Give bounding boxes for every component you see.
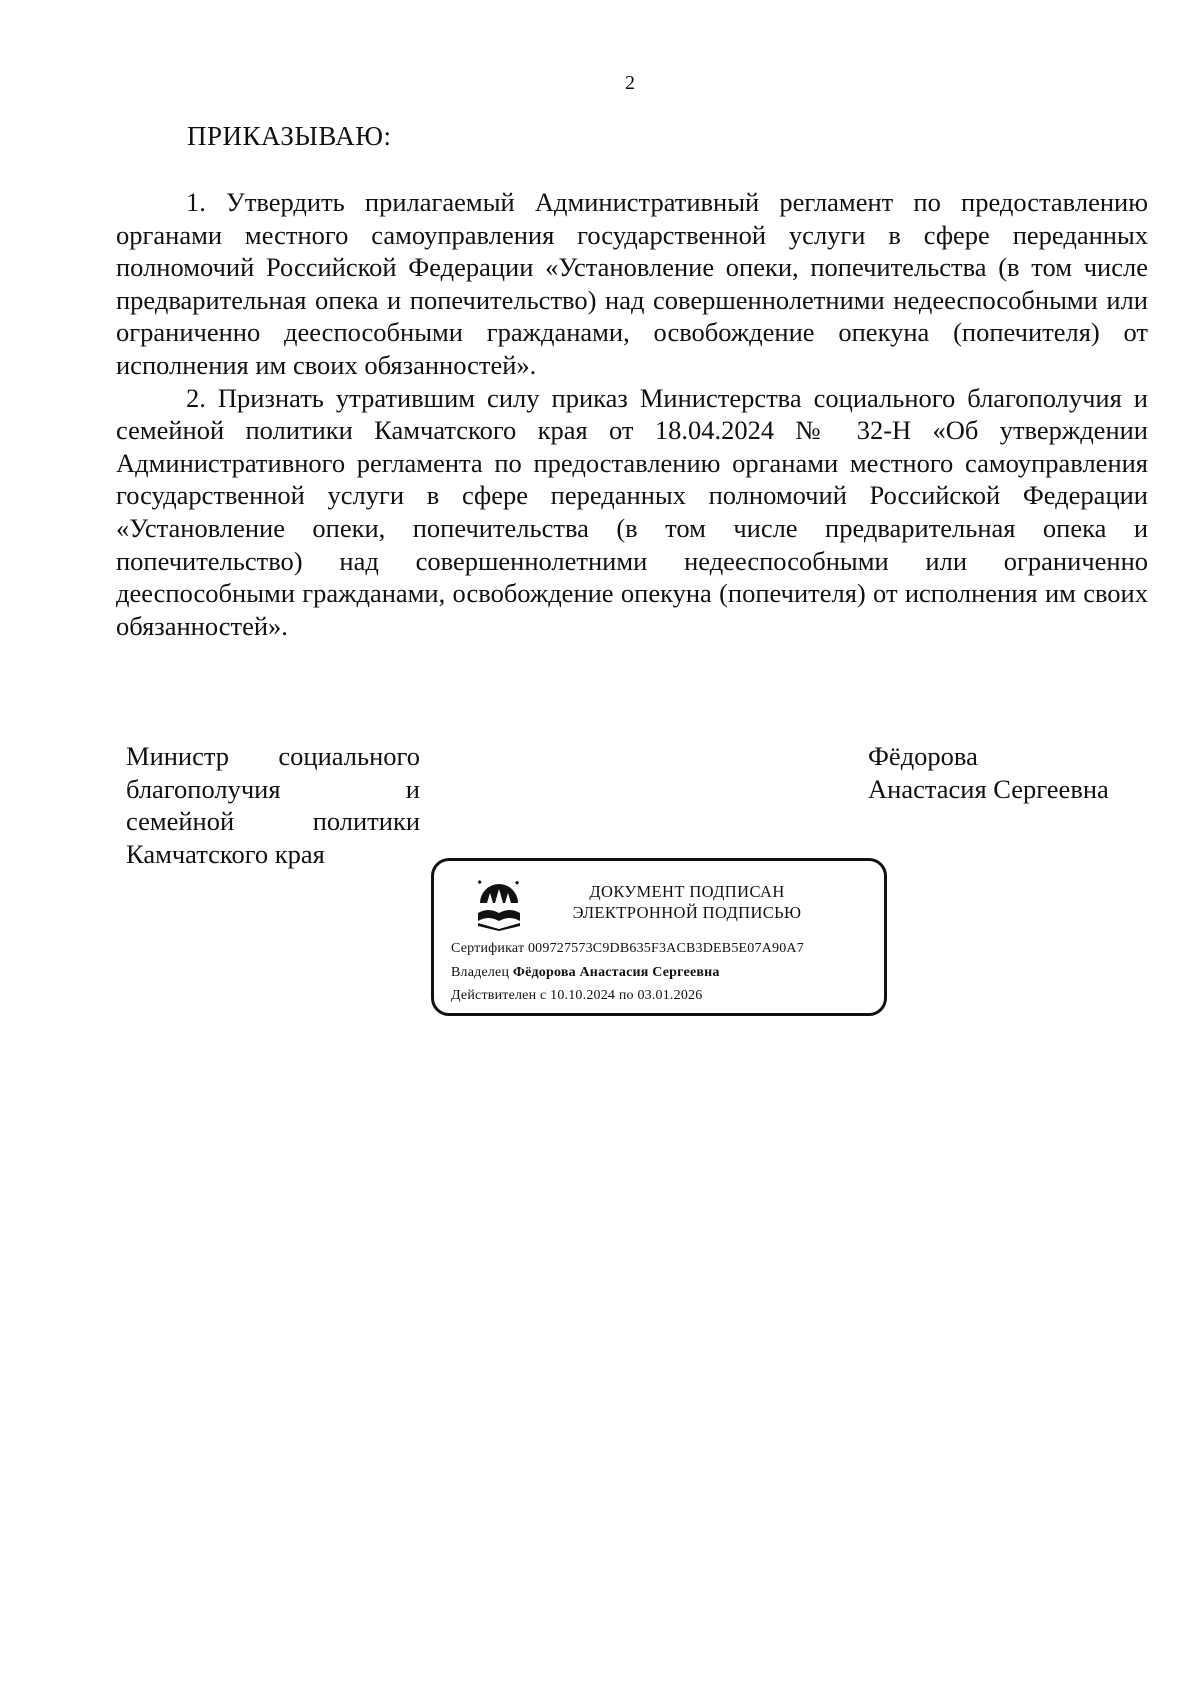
valid-from-label: с <box>540 988 547 1003</box>
kamchatka-emblem-icon <box>474 879 524 931</box>
electronic-signature-stamp <box>431 858 887 1016</box>
valid-to-label: по <box>618 988 634 1003</box>
stamp-title-line: ДОКУМЕНТ ПОДПИСАН <box>589 882 785 901</box>
stamp-owner <box>451 965 720 981</box>
valid-from: 10.10.2024 <box>550 988 616 1003</box>
stamp-certificate <box>451 941 804 957</box>
signatory-surname: Фёдорова <box>868 741 978 771</box>
stamp-validity <box>451 988 702 1004</box>
certificate-value: 009727573C9DB635F3ACB3DEB5E07A90A7 <box>527 941 804 956</box>
page-number: 2 <box>625 72 635 94</box>
signatory-position-line: семейной политики <box>126 806 420 837</box>
order-item-1: 1. Утвердить прилагаемый Административный регламент по предоставлению органами местного самоуправления государственной услуги в сфере переданных полномочий Российской Федерации «Установление опеки, попечительства (в том числе предварительная опека и попечительство) над совершеннолетними недееспособными или ограниченно дееспособными гражданами, освобождение опекуна (попечителя) от исполнения им своих обязанностей». <box>116 187 1148 380</box>
owner-value: Фёдорова Анастасия Сергеевна <box>512 965 720 980</box>
valid-to: 03.01.2026 <box>637 988 703 1003</box>
signatory-name <box>868 740 1109 805</box>
signatory-position-line: Камчатского края <box>126 838 325 869</box>
signatory-given-names: Анастасия Сергеевна <box>868 773 1109 804</box>
signatory-position <box>126 740 420 870</box>
stamp-title-line: ЭЛЕКТРОННОЙ ПОДПИСЬЮ <box>572 903 802 922</box>
valid-label: Действителен <box>451 988 537 1003</box>
order-body <box>116 186 1148 642</box>
signatory-position-line: Министр социального <box>126 741 420 771</box>
order-item-2: 2. Признать утратившим силу приказ Министерства социального благополучия и семейной политики Камчатского края от 18.04.2024 № 32-Н «Об утверждении Административного регламента по предоставлению органами местного самоуправления государственной услуги в сфере переданных полномочий Российской Федерации «Установление опеки, попечительства (в том числе предварительная опека и попечительство) над совершеннолетними недееспособными или ограниченно дееспособными гражданами, освобождение опекуна (попечителя) от исполнения им своих обязанностей». <box>116 382 1148 641</box>
owner-label: Владелец <box>451 965 510 980</box>
signatory-position-line: благополучия и <box>126 773 420 804</box>
order-heading: ПРИКАЗЫВАЮ: <box>187 121 392 151</box>
stamp-title <box>542 881 832 923</box>
certificate-label: Сертификат <box>451 941 525 956</box>
